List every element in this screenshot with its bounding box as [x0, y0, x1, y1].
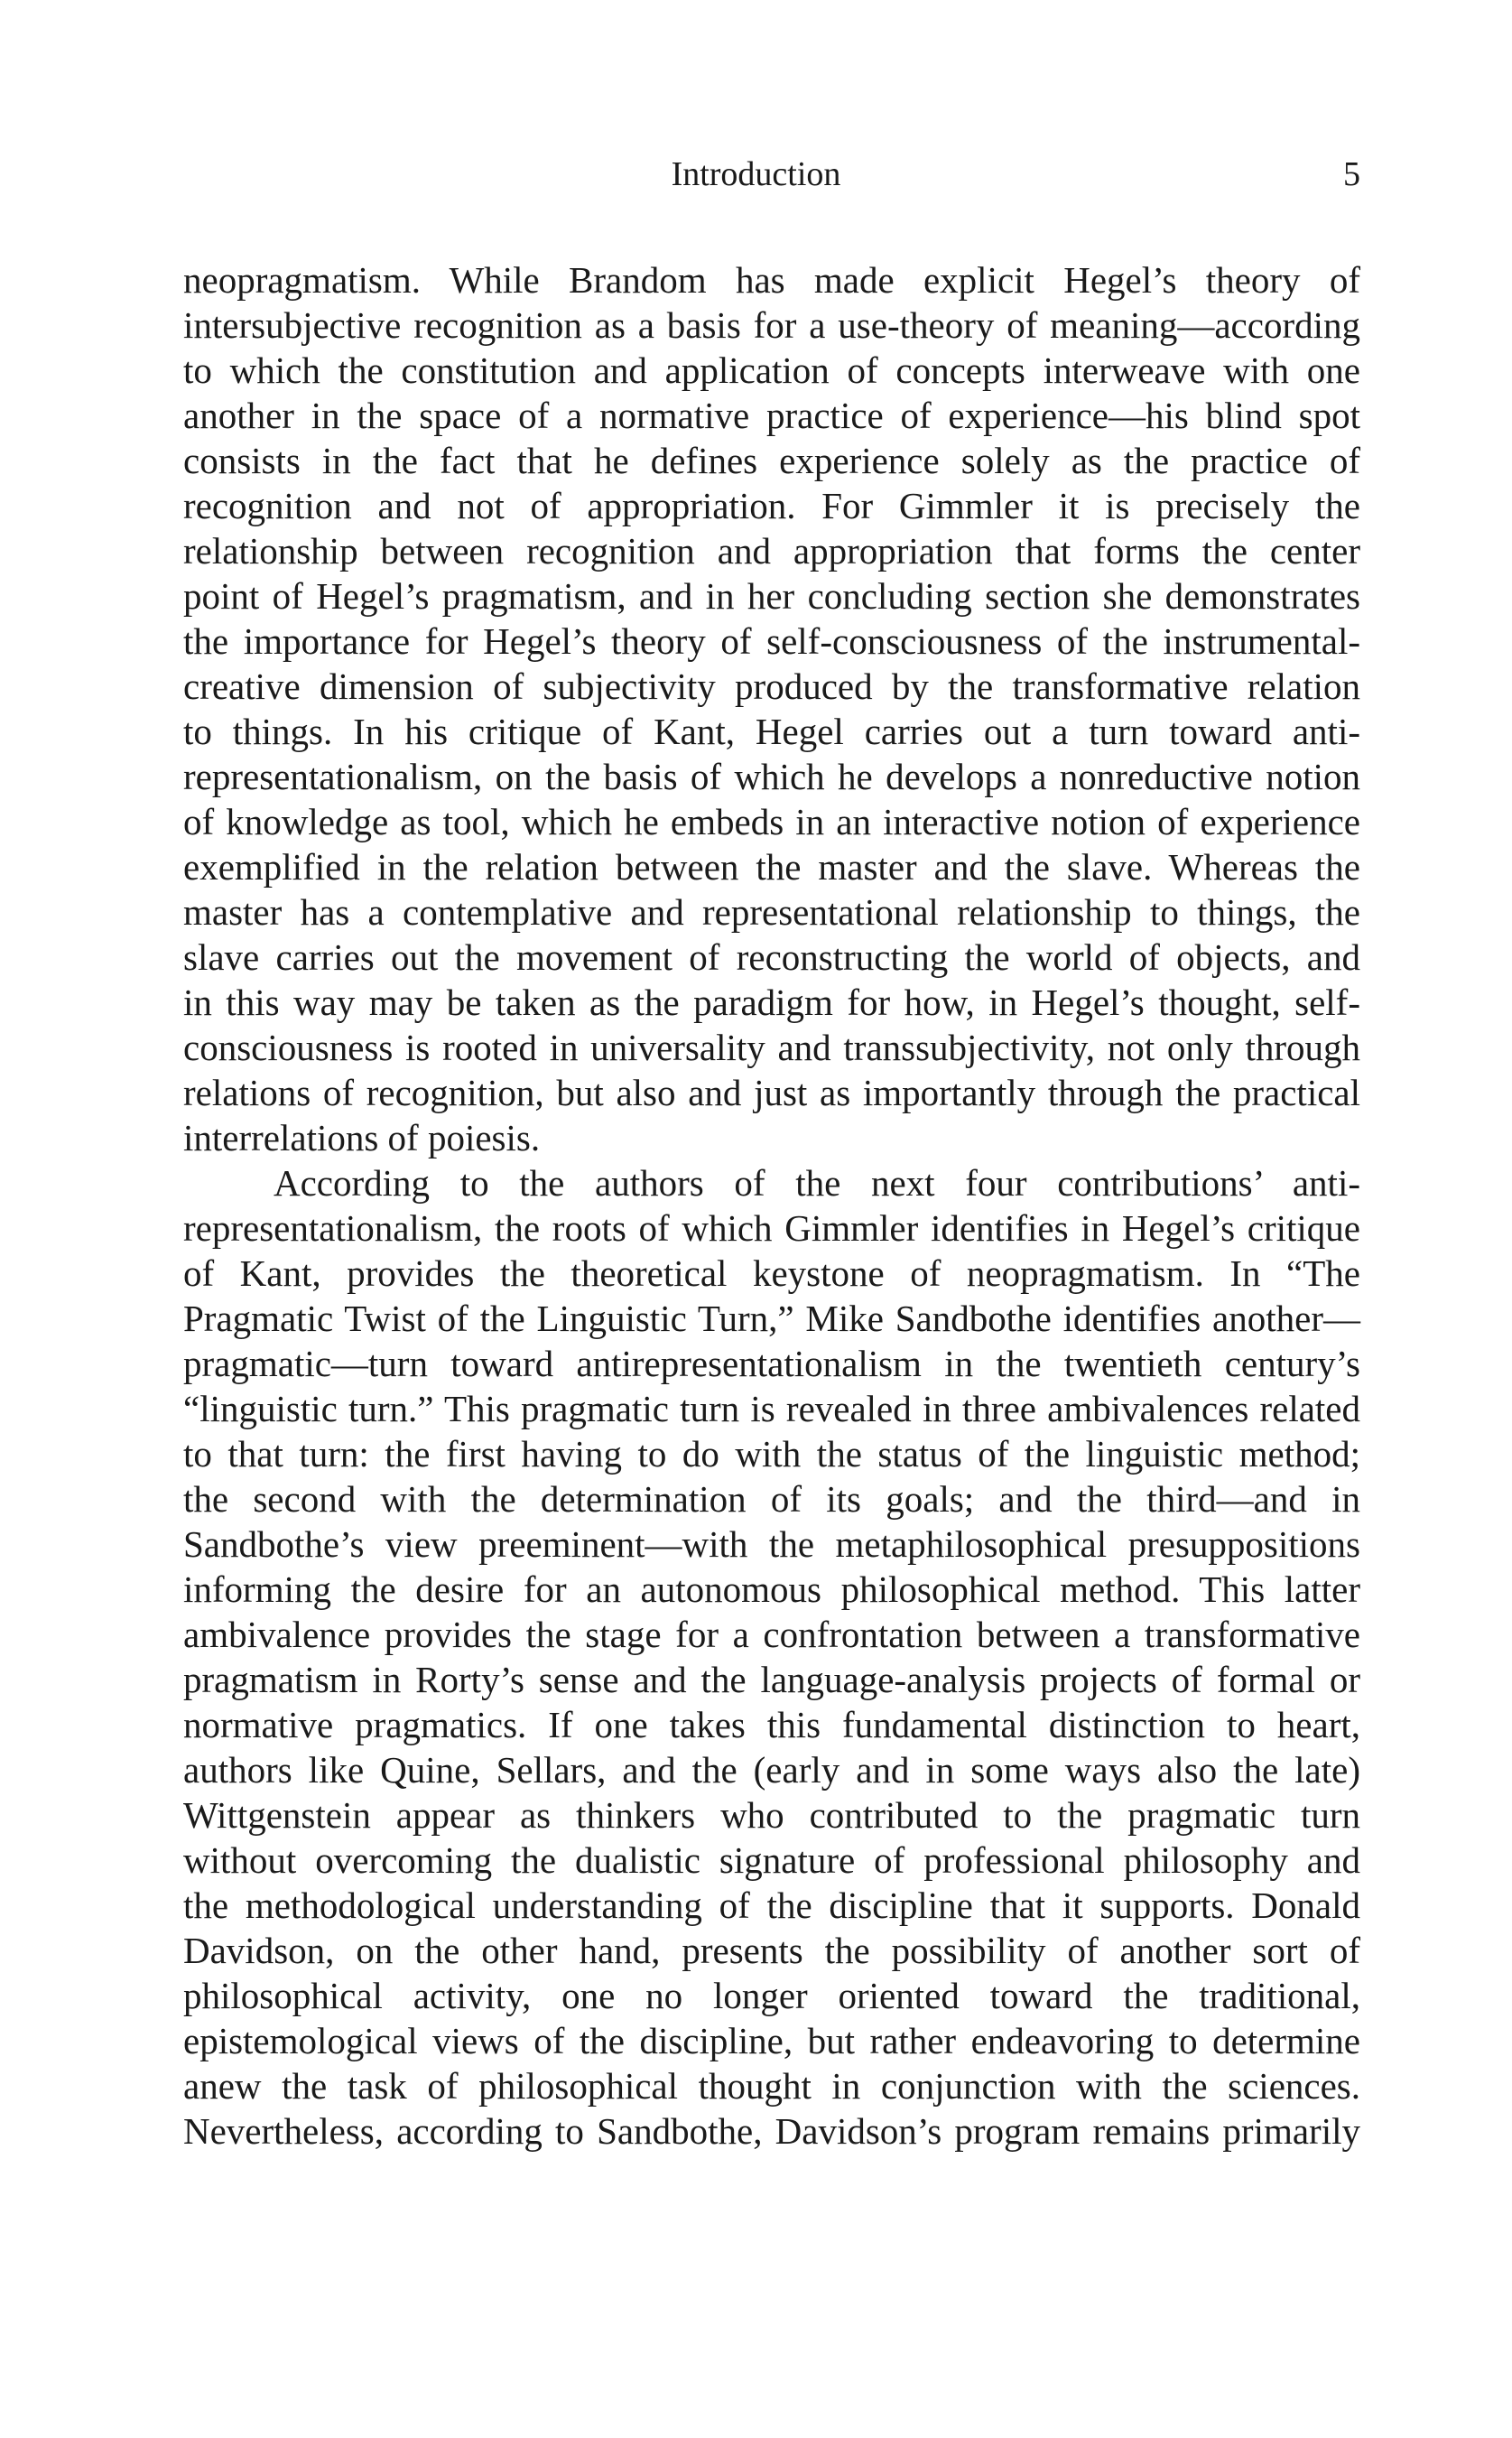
text-line: Nevertheless, according to Sandbothe, Davidson’s program remains primarily — [183, 2110, 1360, 2152]
text-line: interrelations of poiesis. — [183, 1117, 541, 1159]
text-line: Davidson, on the other hand, presents the possibility of another sort of — [183, 1930, 1360, 1971]
text-line: Sandbothe’s view preeminent—with the metaphilosophical presuppositions — [183, 1523, 1360, 1565]
text-line: intersubjective recognition as a basis for a use-theory of meaning—according — [183, 304, 1360, 346]
paragraph-1 — [183, 257, 1360, 1160]
text-line: recognition and not of appropriation. For Gimmler it is precisely the — [183, 485, 1360, 526]
text-line: anew the task of philosophical thought in conjunction with the sciences. — [183, 2065, 1360, 2107]
text-line: relations of recognition, but also and just as importantly through the practical — [183, 1072, 1360, 1113]
text-line: the second with the determination of its goals; and the third—and in — [183, 1478, 1360, 1520]
text-line: another in the space of a normative practice of experience—his blind spot — [183, 395, 1360, 436]
text-line: master has a contemplative and representational relationship to things, the — [183, 891, 1360, 933]
text-line: creative dimension of subjectivity produced by the transformative relation — [183, 665, 1360, 707]
text-line: epistemological views of the discipline, but rather endeavoring to determine — [183, 2020, 1360, 2061]
text-line: the importance for Hegel’s theory of self-consciousness of the instrumental- — [183, 620, 1360, 662]
text-line: pragmatic—turn toward antirepresentationalism in the twentieth century’s — [183, 1343, 1360, 1384]
page-number: 5 — [1343, 155, 1360, 193]
text-line: exemplified in the relation between the master and the slave. Whereas the — [183, 846, 1360, 888]
body-text — [183, 257, 1360, 2154]
text-line: pragmatism in Rorty’s sense and the language-analysis projects of formal or — [183, 1659, 1360, 1700]
text-line: authors like Quine, Sellars, and the (early and in some ways also the late) — [183, 1749, 1360, 1791]
text-line: slave carries out the movement of reconstructing the world of objects, and — [183, 936, 1360, 978]
text-line: in this way may be taken as the paradigm for how, in Hegel’s thought, self- — [183, 982, 1360, 1023]
text-line: consciousness is rooted in universality and transsubjectivity, not only through — [183, 1027, 1360, 1068]
text-line: to things. In his critique of Kant, Hegel carries out a turn toward anti- — [183, 711, 1360, 752]
text-line: Wittgenstein appear as thinkers who contributed to the pragmatic turn — [183, 1794, 1360, 1836]
text-line: representationalism, on the basis of which he develops a nonreductive notion — [183, 756, 1360, 797]
text-line: neopragmatism. While Brandom has made explicit Hegel’s theory of — [183, 259, 1360, 301]
text-line: the methodological understanding of the discipline that it supports. Donald — [183, 1884, 1360, 1926]
text-line: to that turn: the first having to do with the status of the linguistic method; — [183, 1433, 1360, 1475]
running-header — [0, 152, 1512, 197]
text-line: to which the constitution and application of concepts interweave with one — [183, 349, 1360, 391]
text-line: of Kant, provides the theoretical keystone of neopragmatism. In “The — [183, 1252, 1360, 1294]
text-line: relationship between recognition and appropriation that forms the center — [183, 530, 1360, 572]
text-line: ambivalence provides the stage for a confrontation between a transformative — [183, 1614, 1360, 1655]
text-line: point of Hegel’s pragmatism, and in her concluding section she demonstrates — [183, 575, 1360, 617]
text-line: consists in the fact that he defines experience solely as the practice of — [183, 440, 1360, 481]
text-line: normative pragmatics. If one takes this fundamental distinction to heart, — [183, 1704, 1360, 1745]
text-line: According to the authors of the next four contributions’ anti- — [274, 1162, 1360, 1204]
text-line: representationalism, the roots of which Gimmler identifies in Hegel’s critique — [183, 1207, 1360, 1249]
text-line: “linguistic turn.” This pragmatic turn is revealed in three ambivalences related — [183, 1388, 1360, 1429]
text-line: of knowledge as tool, which he embeds in an interactive notion of experience — [183, 801, 1360, 842]
running-title: Introduction — [671, 155, 841, 193]
text-line: philosophical activity, one no longer oriented toward the traditional, — [183, 1975, 1360, 2016]
text-line: Pragmatic Twist of the Linguistic Turn,” Mike Sandbothe identifies another— — [183, 1298, 1360, 1339]
paragraph-2 — [183, 1160, 1360, 2154]
text-line: informing the desire for an autonomous philosophical method. This latter — [183, 1568, 1360, 1610]
text-line: without overcoming the dualistic signature of professional philosophy and — [183, 1839, 1360, 1881]
